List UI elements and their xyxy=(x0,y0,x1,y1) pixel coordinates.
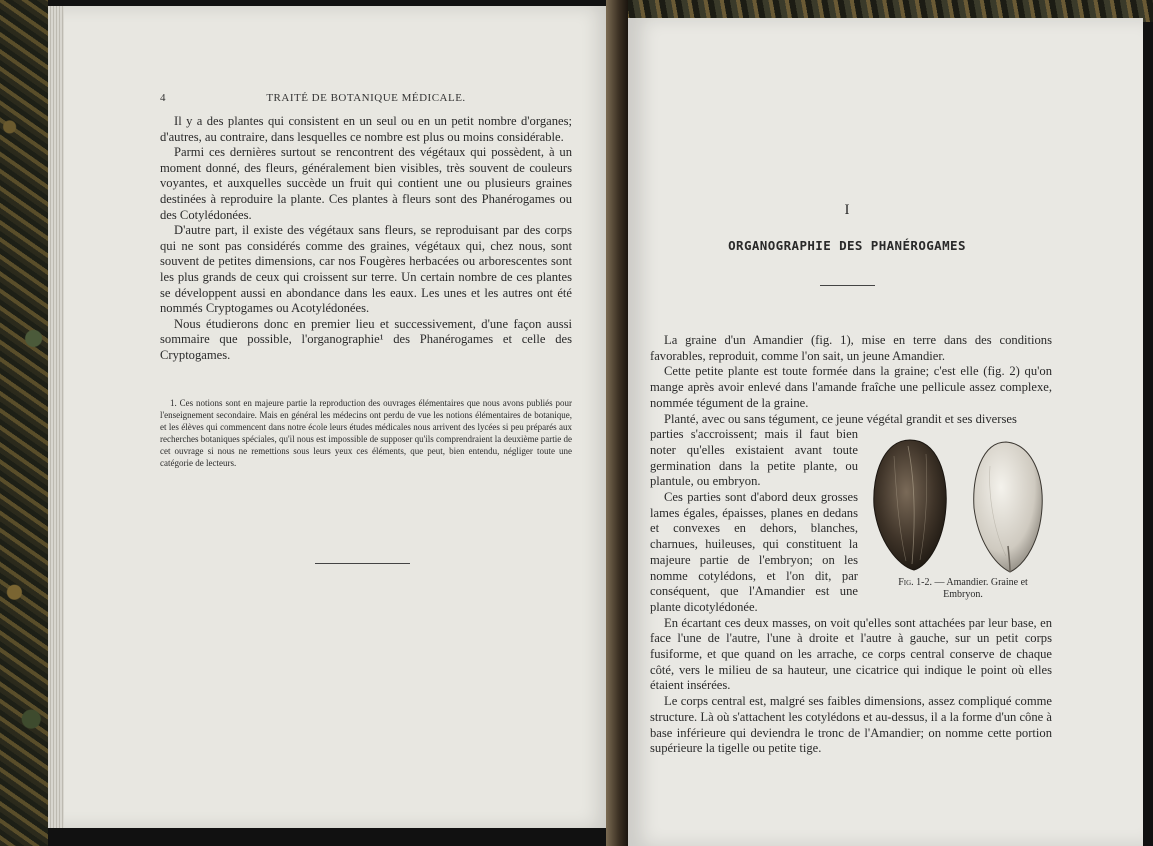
caption-text: — Amandier. Graine et Embryon. xyxy=(934,577,1028,600)
chapter-number: I xyxy=(844,202,850,218)
left-body-text xyxy=(160,114,572,364)
figure-caption xyxy=(878,577,1048,601)
caption-label: Fig. 1-2. xyxy=(898,577,932,588)
paragraph: Ces parties sont d'abord deux grosses lames égales, épaisses, planes en dedans et convexes en dehors, blanches, charnues, huileuses, qui constituent la majeure partie de l'embryon; on les nomme cotylédons, et l'on dit, par conséquent, que l'Amandier est une plante dicotylédonée. xyxy=(650,490,858,614)
page-number: 4 xyxy=(160,92,166,104)
paragraph: Parmi ces dernières surtout se rencontrent des végétaux qui possèdent, à un moment donné, des fleurs, généralement bien visibles, très souvent de couleurs voyantes, et auxquelles succède un fruit qui contient une ou plusieurs graines destinées à reproduire la plante. Ces plantes à fleurs sont des Phanérogames ou des Cotylédonées. xyxy=(160,145,572,222)
paragraph: Il y a des plantes qui consistent en un seul ou en un petit nombre d'organes; d'autres, au contraire, dans lesquelles ce nombre est plus ou moins considérable. xyxy=(160,114,572,144)
embryon-drawing xyxy=(974,442,1042,572)
paragraph: Le corps central est, malgré ses faibles dimensions, assez compliqué comme structure. Là où s'attachent les cotylédons et au-dessus, il a la forme d'un cône à base inférieure qui deviendra le tronc de l'Amandier; on nomme cette portion supérieure la tigelle ou petite tige. xyxy=(650,694,1052,756)
footnote: 1. Ces notions sont en majeure partie la reproduction des ouvrages élémentaires que nous avons publiés pour l'enseignement secondaire. Mais en général les médecins ont perdu de vue les notions élémentaires de botanique, et les élèves qui commencent dans notre école leurs études médicales nous arrivent des lycées si peu préparés aux recherches botaniques spéciales, qu'il nous est impossible de supposer qu'ils comprendraient la deuxième partie de cet ouvrage si nous ne remettions sous leurs yeux ces éléments, que peut, bien entendu, négliger toute une catégorie de lecteurs. xyxy=(160,398,572,468)
paragraph: Cette petite plante est toute formée dans la graine; c'est elle (fig. 2) qu'on mange après avoir enlevé dans l'amande fraîche une pellicule assez complexe, nommée tégument de la graine. xyxy=(650,364,1052,410)
paragraph: La graine d'un Amandier (fig. 1), mise en terre dans des conditions favorables, reproduit, comme l'on sait, un jeune Amandier. xyxy=(650,333,1052,363)
paragraph: parties s'accroissent; mais il faut bien noter qu'elles existaient avant toute germination dans la petite plante, ou plantule, ou embryon. xyxy=(650,427,858,489)
seed-drawing xyxy=(874,440,946,570)
book-gutter xyxy=(606,0,628,846)
chapter-divider xyxy=(820,285,875,286)
page-edges xyxy=(48,6,64,828)
section-divider xyxy=(315,563,410,564)
paragraph: En écartant ces deux masses, on voit qu'elles sont attachées par leur base, en face l'une de l'autre, l'une à droite et l'autre à gauche, sur un petit corps fusiforme, et que quand on les arrache, ce corps central conserve de chaque côté, vers le milieu de sa hauteur, une cicatrice qui indique le point où elles étaient insérées. xyxy=(650,615,1052,693)
paragraph: Nous étudierons donc en premier lieu et successivement, d'une façon aussi sommaire que possible, l'organographie¹ des Phanérogames et celle des Cryptogames. xyxy=(160,316,572,362)
chapter-title: ORGANOGRAPHIE DES PHANÉROGAMES xyxy=(728,238,966,253)
marbled-cover-left xyxy=(0,0,48,846)
paragraph: Planté, avec ou sans tégument, ce jeune végétal grandit et ses diverses xyxy=(664,411,1017,426)
paragraph: D'autre part, il existe des végétaux sans fleurs, se reproduisant par des corps qui ne sont pas considérés comme des graines, végétaux qui, chez nous, sont souvent de petites dimensions, car nos Fougères herbacées ou arborescentes sont les plus grands de ceux qui croissent sur terre. Un certain nombre de ces plantes se développent aussi en abondance dans les eaux. Les unes et les autres ont été nommés Cryptogames ou Acotylédonées. xyxy=(160,223,572,316)
running-head-title: TRAITÉ DE BOTANIQUE MÉDICALE. xyxy=(266,92,466,104)
